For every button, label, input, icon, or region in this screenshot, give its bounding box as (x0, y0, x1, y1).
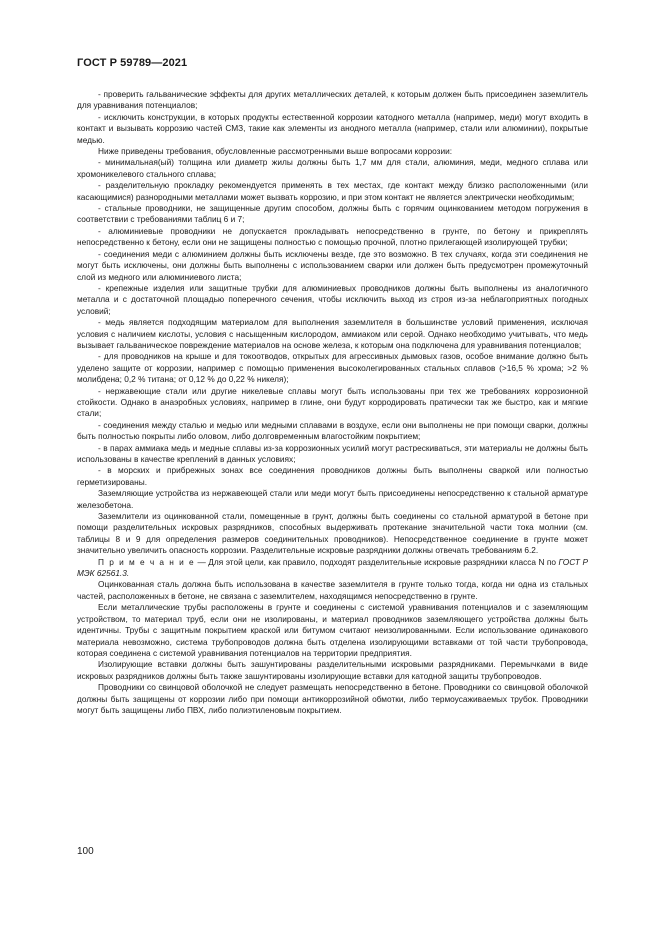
note-reference: ГОСТ Р МЭК 62561.3. (77, 556, 588, 579)
paragraph: - исключить конструкции, в которых продукты естественной коррозии катодного металла (например, меди) могут входить в контакт и вызывать коррозию частей СМЗ, такие как элементы из анодного металла (например, стали или алюминии), покрытые медью. (77, 111, 588, 145)
paragraph: - для проводников на крыше и для токоотводов, открытых для агрессивных дымовых газов, особое внимание должно быть уделено защите от коррозии, например с помощью применения высоколегированных стальных сплавов (>16,5 % хрома; >2 % молибдена; 0,2 % титана; от 0,12 % до 0,22 % никеля); (77, 351, 588, 385)
body-text (77, 89, 588, 716)
note-label: П р и м е ч а н и е (98, 556, 196, 567)
paragraph: Заземляющие устройства из нержавеющей стали или меди могут быть присоединены непосредственно к стальной арматуре железобетона. (77, 488, 588, 510)
note (77, 557, 588, 580)
paragraphs-before (77, 89, 588, 557)
standard-header: ГОСТ Р 59789—2021 (77, 57, 188, 69)
paragraph: - в морских и прибрежных зонах все соединения проводников должны быть выполнены сваркой или полностью герметизированы. (77, 465, 588, 487)
paragraph: - проверить гальванические эффекты для других металлических деталей, к которым должен быть присоединен заземлитель для уравнивания потенциалов; (77, 89, 588, 111)
paragraph: - разделительную прокладку рекомендуется применять в тех местах, где контакт между близко расположенными (или касающимися) разнородными металлами может вызвать коррозию, и при этом контакт не является электрически необходимым; (77, 180, 588, 202)
paragraph: Заземлители из оцинкованной стали, помещенные в грунт, должны быть соединены со стальной арматурой в бетоне при помощи разделительных искровых разрядников, способных выдерживать протекание значительной части тока молнии (см. таблицы 8 и 9 для определения размеров соединительных проводников). Непосредственное соединение в грунте может значительно увеличить опасность коррозии. Разделительные искровые разрядники должны отвечать требованиям 6.2. (77, 511, 588, 556)
paragraph: Ниже приведены требования, обусловленные рассмотренными выше вопросами коррозии: (98, 146, 453, 157)
paragraph: - в парах аммиака медь и медные сплавы из-за коррозионных усилий могут растрескиваться, эти материалы не должны быть использованы в качестве креплений в данных условиях; (77, 442, 588, 464)
paragraph: - медь является подходящим материалом для выполнения заземлителя в большинстве условий применения, исключая условия с наличием кислоты, условия с насыщенным кислородом, аммиаком или серой. Однако необходимо учитывать, что медь вызывает гальваническое повреждение материалов на основе железа, к которым она подключена для уравнивания потенциалов; (77, 317, 588, 350)
paragraph: - соединения между сталью и медью или медными сплавами в воздухе, если они выполнены не при помощи сварки, должны быть полностью покрыты либо оловом, либо долговременным влагостойким покрытием; (77, 419, 588, 442)
page-number: 100 (77, 846, 94, 857)
paragraph: - минимальная(ый) толщина или диаметр жилы должны быть 1,7 мм для стали, алюминия, меди, медного сплава или хромоникелевого стального сплава; (77, 157, 588, 179)
paragraph: Если металлические трубы расположены в грунте и соединены с системой уравнивания потенциалов и с заземляющим устройством, то материал труб, если они не изолированы, и материал проводников заземляющего устройства должны быть идентичны. Трубы с защитным покрытием краской или битумом считают неизолированными. Если использование одинакового материала невозможно, система трубопроводов должна быть отделена изолирующими вставками от той части трубопровода, которая соединена с системой уравнивания потенциалов на территории предприятия. (77, 602, 588, 658)
paragraph: - стальные проводники, не защищенные другим способом, должны быть с горячим оцинкованием методом погружения в соответствии с требованиями таблиц 6 и 7; (77, 203, 588, 225)
paragraph: Проводники со свинцовой оболочкой не следует размещать непосредственно в бетоне. Проводники со свинцовой оболочкой должны быть защищены от коррозии либо при помощи антикоррозийной обмотки, либо термоусаживаемых трубок. Проводники могут быть защищены либо ПВХ, либо полиэтиленовым покрытием. (77, 682, 588, 715)
paragraph: - соединения меди с алюминием должны быть исключены везде, где это возможно. В тех случаях, когда эти соединения не могут быть исключены, они должны быть выполнены с использованием сварки или должен быть предусмотрен промежуточный слой из медного или алюминиевого листа; (77, 248, 588, 282)
paragraphs-after (77, 579, 588, 716)
paragraph: - алюминиевые проводники не допускается прокладывать непосредственно в грунте, по бетону и прикреплять непосредственно к бетону, если они не защищены полностью с помощью прочной, плотно прилегающей изолирующей трубки; (77, 225, 588, 248)
note-text: — Для этой цели, как правило, подходят разделительные искровые разрядники класса N по (195, 556, 559, 567)
paragraph: - крепежные изделия или защитные трубки для алюминиевых проводников должны быть выполнены из аналогичного металла и с достаточной площадью поперечного сечения, чтобы исключить выход из строя из-за неблагоприятных погодных условий; (77, 282, 588, 316)
paragraph: - нержавеющие стали или другие никелевые сплавы могут быть использованы при тех же требованиях коррозионной стойкости. Однако в анаэробных условиях, например в глине, они будут корродировать пратически так же быстро, как и мягкие стали; (77, 385, 588, 419)
paragraph: Изолирующие вставки должны быть зашунтированы разделительными искровыми разрядниками. Перемычками в виде искровых разрядников должны быть также зашунтированы изолирующие вставки для катодной защиты трубопроводов. (77, 659, 588, 681)
paragraph: Оцинкованная сталь должна быть использована в качестве заземлителя в грунте только тогда, когда ни одна из стальных частей, расположенных в бетоне, не связана с заземлителем, находящимся непосредственно в грунте. (77, 579, 588, 601)
